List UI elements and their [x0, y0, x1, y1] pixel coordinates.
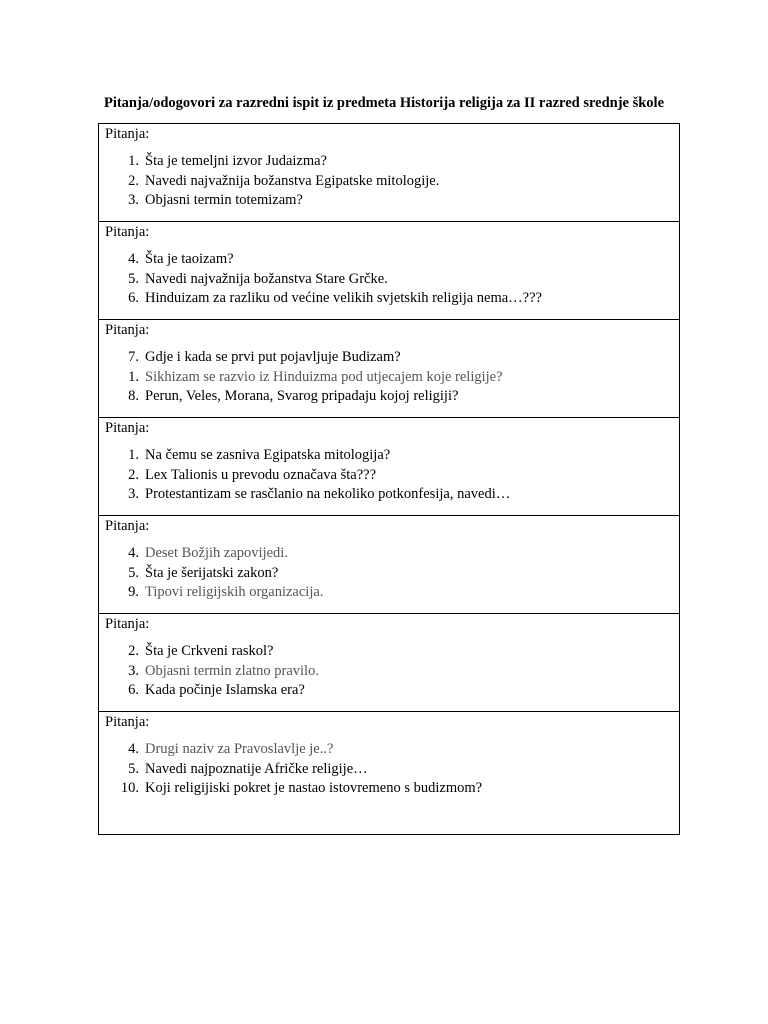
question-number: 4.	[128, 545, 139, 561]
question-block-7	[99, 712, 679, 834]
question-text: Deset Božjih zapovijedi.	[145, 545, 288, 561]
question-text: Na čemu se zasniva Egipatska mitologija?	[145, 447, 391, 463]
block-label: Pitanja:	[105, 420, 150, 436]
question-text: Šta je Crkveni raskol?	[145, 643, 274, 659]
page-title: Pitanja/odogovori za razredni ispit iz predmeta Historija religija za II razred srednje škole	[103, 95, 665, 111]
question-list	[99, 544, 679, 603]
question-list	[99, 348, 679, 407]
question-number: 1.	[128, 153, 139, 169]
question-text: Kada počinje Islamska era?	[145, 682, 305, 699]
question-number: 5.	[128, 270, 139, 287]
block-label: Pitanja:	[105, 126, 150, 142]
question-text: Navedi najvažnija božanstva Egipatske mitologije.	[145, 172, 440, 189]
question-item	[99, 270, 679, 290]
question-number: 7.	[128, 349, 139, 365]
question-number: 4.	[128, 251, 139, 267]
question-text: Lex Talionis u prevodu označava šta???	[145, 466, 377, 483]
question-table	[98, 123, 680, 835]
question-block-2	[99, 222, 679, 320]
question-item	[99, 466, 679, 486]
question-item	[99, 289, 679, 309]
question-item	[99, 760, 679, 780]
question-text: Gdje i kada se prvi put pojavljuje Budizam?	[145, 349, 401, 365]
question-number: 3.	[128, 192, 139, 209]
question-item	[99, 387, 679, 407]
question-list	[99, 446, 679, 505]
block-label: Pitanja:	[105, 224, 150, 240]
question-block-5	[99, 516, 679, 614]
question-number: 1.	[128, 447, 139, 463]
question-number: 2.	[128, 643, 139, 659]
question-text: Koji religijiski pokret je nastao istovremeno s budizmom?	[145, 780, 483, 797]
block-label: Pitanja:	[105, 616, 150, 632]
question-item	[99, 642, 679, 662]
question-item	[99, 779, 679, 799]
question-item	[99, 681, 679, 701]
question-item	[99, 544, 679, 564]
question-list	[99, 740, 679, 799]
question-item	[99, 740, 679, 760]
question-text: Tipovi religijskih organizacija.	[145, 584, 324, 601]
question-number: 5.	[128, 760, 139, 777]
question-item	[99, 348, 679, 368]
question-number: 5.	[128, 564, 139, 581]
question-block-6	[99, 614, 679, 712]
question-block-1	[99, 124, 679, 222]
question-text: Šta je taoizam?	[145, 251, 234, 267]
question-list	[99, 152, 679, 211]
block-label: Pitanja:	[105, 518, 150, 534]
question-number: 2.	[128, 466, 139, 483]
question-item	[99, 191, 679, 211]
question-block-4	[99, 418, 679, 516]
question-item	[99, 446, 679, 466]
question-number: 4.	[128, 741, 139, 757]
question-list	[99, 642, 679, 701]
question-number: 9.	[128, 584, 139, 601]
question-number: 1.	[128, 368, 139, 385]
question-number: 6.	[128, 290, 139, 307]
question-text: Perun, Veles, Morana, Svarog pripadaju kojoj religiji?	[145, 388, 459, 405]
question-text: Sikhizam se razvio iz Hinduizma pod utjecajem koje religije?	[145, 368, 503, 385]
question-list	[99, 250, 679, 309]
question-item	[99, 583, 679, 603]
question-text: Protestantizam se rasčlanio na nekoliko potkonfesija, navedi…	[145, 486, 511, 503]
question-block-3	[99, 320, 679, 418]
question-number: 10.	[120, 780, 139, 797]
question-number: 6.	[128, 682, 139, 699]
question-text: Hinduizam za razliku od većine velikih svjetskih religija nema…???	[145, 290, 542, 307]
question-item	[99, 172, 679, 192]
question-item	[99, 368, 679, 388]
question-number: 2.	[128, 172, 139, 189]
question-text: Drugi naziv za Pravoslavlje je..?	[145, 741, 334, 757]
question-text: Objasni termin zlatno pravilo.	[145, 662, 319, 679]
question-item	[99, 485, 679, 505]
question-text: Objasni termin totemizam?	[145, 192, 303, 209]
question-item	[99, 250, 679, 270]
question-text: Šta je temeljni izvor Judaizma?	[145, 153, 327, 169]
question-item	[99, 662, 679, 682]
question-item	[99, 564, 679, 584]
question-item	[99, 152, 679, 172]
question-text: Navedi najpoznatije Afričke religije…	[145, 760, 368, 777]
block-label: Pitanja:	[105, 322, 150, 338]
question-number: 3.	[128, 486, 139, 503]
question-number: 3.	[128, 662, 139, 679]
question-number: 8.	[128, 388, 139, 405]
question-text: Navedi najvažnija božanstva Stare Grčke.	[145, 270, 388, 287]
block-label: Pitanja:	[105, 714, 150, 730]
question-text: Šta je šerijatski zakon?	[145, 564, 279, 581]
